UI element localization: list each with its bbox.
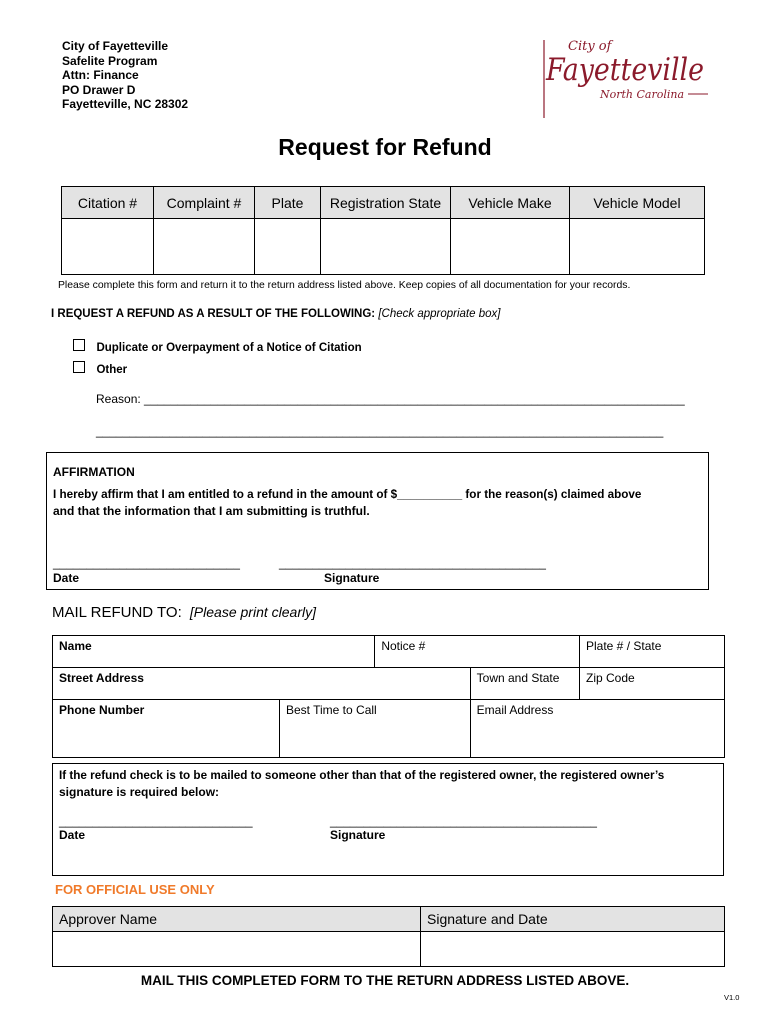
notice-label: Notice #	[381, 639, 426, 653]
version-label: V1.0	[724, 993, 740, 1002]
owner-signature-box	[52, 763, 724, 876]
affirmation-heading: AFFIRMATION	[53, 465, 135, 479]
official-use-heading: FOR OFFICIAL USE ONLY	[55, 882, 215, 897]
notice-field[interactable]	[375, 636, 580, 668]
approver-name-header: Approver Name	[53, 907, 421, 932]
owner-signature-line[interactable]: ________________________________________	[330, 814, 597, 828]
address-line: Fayetteville, NC 28302	[62, 97, 189, 111]
complaint-field[interactable]	[154, 219, 255, 275]
option-other[interactable]	[73, 360, 127, 378]
plate-state-label: Plate # / State	[586, 639, 662, 653]
page-title: Request for Refund	[278, 134, 492, 160]
duplicate-checkbox[interactable]	[73, 339, 85, 351]
phone-field[interactable]	[53, 700, 280, 758]
town-field[interactable]	[470, 668, 579, 700]
col-registration-state: Registration State	[321, 187, 451, 219]
email-field[interactable]	[470, 700, 724, 758]
footer-instruction: MAIL THIS COMPLETED FORM TO THE RETURN ADDRESS LISTED ABOVE.	[140, 973, 630, 988]
affirmation-text-1: I hereby affirm that I am entitled to a refund in the amount of $__________ for the reason(s) claimed above	[53, 488, 642, 501]
plate-field[interactable]	[255, 219, 321, 275]
affirmation-signature-line[interactable]: ________________________________________	[279, 556, 546, 570]
mail-refund-heading	[52, 604, 316, 621]
request-heading-text: I REQUEST A REFUND AS A RESULT OF THE FOLLOWING:	[51, 308, 376, 320]
logo-city-of: City of	[568, 39, 612, 54]
best-time-field[interactable]	[280, 700, 471, 758]
town-label: Town and State	[476, 671, 560, 685]
address-line: PO Drawer D	[62, 82, 136, 97]
citation-field[interactable]	[62, 219, 154, 275]
mail-refund-hint: [Please print clearly]	[189, 604, 316, 620]
owner-date-line[interactable]: _____________________________	[59, 814, 253, 828]
owner-text-2: signature is required below:	[59, 785, 220, 799]
affirmation-signature-label: Signature	[324, 571, 380, 585]
logo-state: North Carolina	[600, 88, 685, 101]
email-label: Email Address	[476, 703, 554, 717]
reason-line-2[interactable]: _____________________________________________________________________________________	[96, 424, 664, 438]
city-logo	[540, 36, 710, 122]
other-checkbox[interactable]	[73, 361, 85, 373]
owner-text-1: If the refund check is to be mailed to someone other than that of the registered owner, the registered owner’s	[59, 769, 665, 782]
official-use-table	[52, 906, 725, 967]
col-vehicle-make: Vehicle Make	[451, 187, 570, 219]
instruction-text: Please complete this form and return it to the return address listed above. Keep copies of all documentation for your records.	[58, 280, 631, 291]
address-line: Safelite Program	[62, 53, 158, 68]
col-vehicle-model: Vehicle Model	[570, 187, 705, 219]
vehicle-make-field[interactable]	[451, 219, 570, 275]
phone-label: Phone Number	[59, 703, 145, 717]
affirmation-date-label: Date	[53, 571, 80, 585]
owner-signature-label: Signature	[330, 828, 386, 842]
col-plate: Plate	[255, 187, 321, 219]
return-address	[62, 39, 188, 112]
name-field[interactable]	[53, 636, 375, 668]
address-line: City of Fayetteville	[62, 39, 169, 53]
logo-name: Fayetteville	[545, 52, 704, 88]
reason-line: _________________________________________________________________________________	[144, 392, 685, 406]
address-line: Attn: Finance	[62, 68, 139, 82]
col-citation: Citation #	[62, 187, 154, 219]
vehicle-model-field[interactable]	[570, 219, 705, 275]
mail-refund-table	[52, 635, 725, 758]
request-heading	[51, 308, 500, 320]
mail-refund-label: MAIL REFUND TO:	[52, 604, 182, 621]
approver-name-field[interactable]	[53, 932, 421, 967]
signature-date-field[interactable]	[421, 932, 725, 967]
signature-date-header: Signature and Date	[421, 907, 725, 932]
registration-state-field[interactable]	[321, 219, 451, 275]
zip-label: Zip Code	[586, 671, 635, 685]
affirmation-text-2: and that the information that I am submitting is truthful.	[53, 504, 370, 518]
option-duplicate[interactable]	[73, 338, 362, 356]
owner-date-label: Date	[59, 828, 86, 842]
zip-field[interactable]	[580, 668, 725, 700]
street-label: Street Address	[59, 671, 144, 685]
plate-state-field[interactable]	[580, 636, 725, 668]
street-field[interactable]	[53, 668, 471, 700]
best-time-label: Best Time to Call	[286, 703, 377, 717]
duplicate-label: Duplicate or Overpayment of a Notice of Citation	[96, 342, 362, 354]
citation-table	[61, 186, 705, 275]
reason-field[interactable]	[96, 392, 685, 406]
name-label: Name	[59, 639, 92, 653]
col-complaint: Complaint #	[154, 187, 255, 219]
reason-label: Reason:	[96, 392, 145, 406]
affirmation-box	[46, 452, 709, 590]
request-hint: [Check appropriate box]	[378, 308, 501, 320]
affirmation-date-line[interactable]: ____________________________	[53, 556, 240, 570]
other-label: Other	[96, 364, 128, 376]
